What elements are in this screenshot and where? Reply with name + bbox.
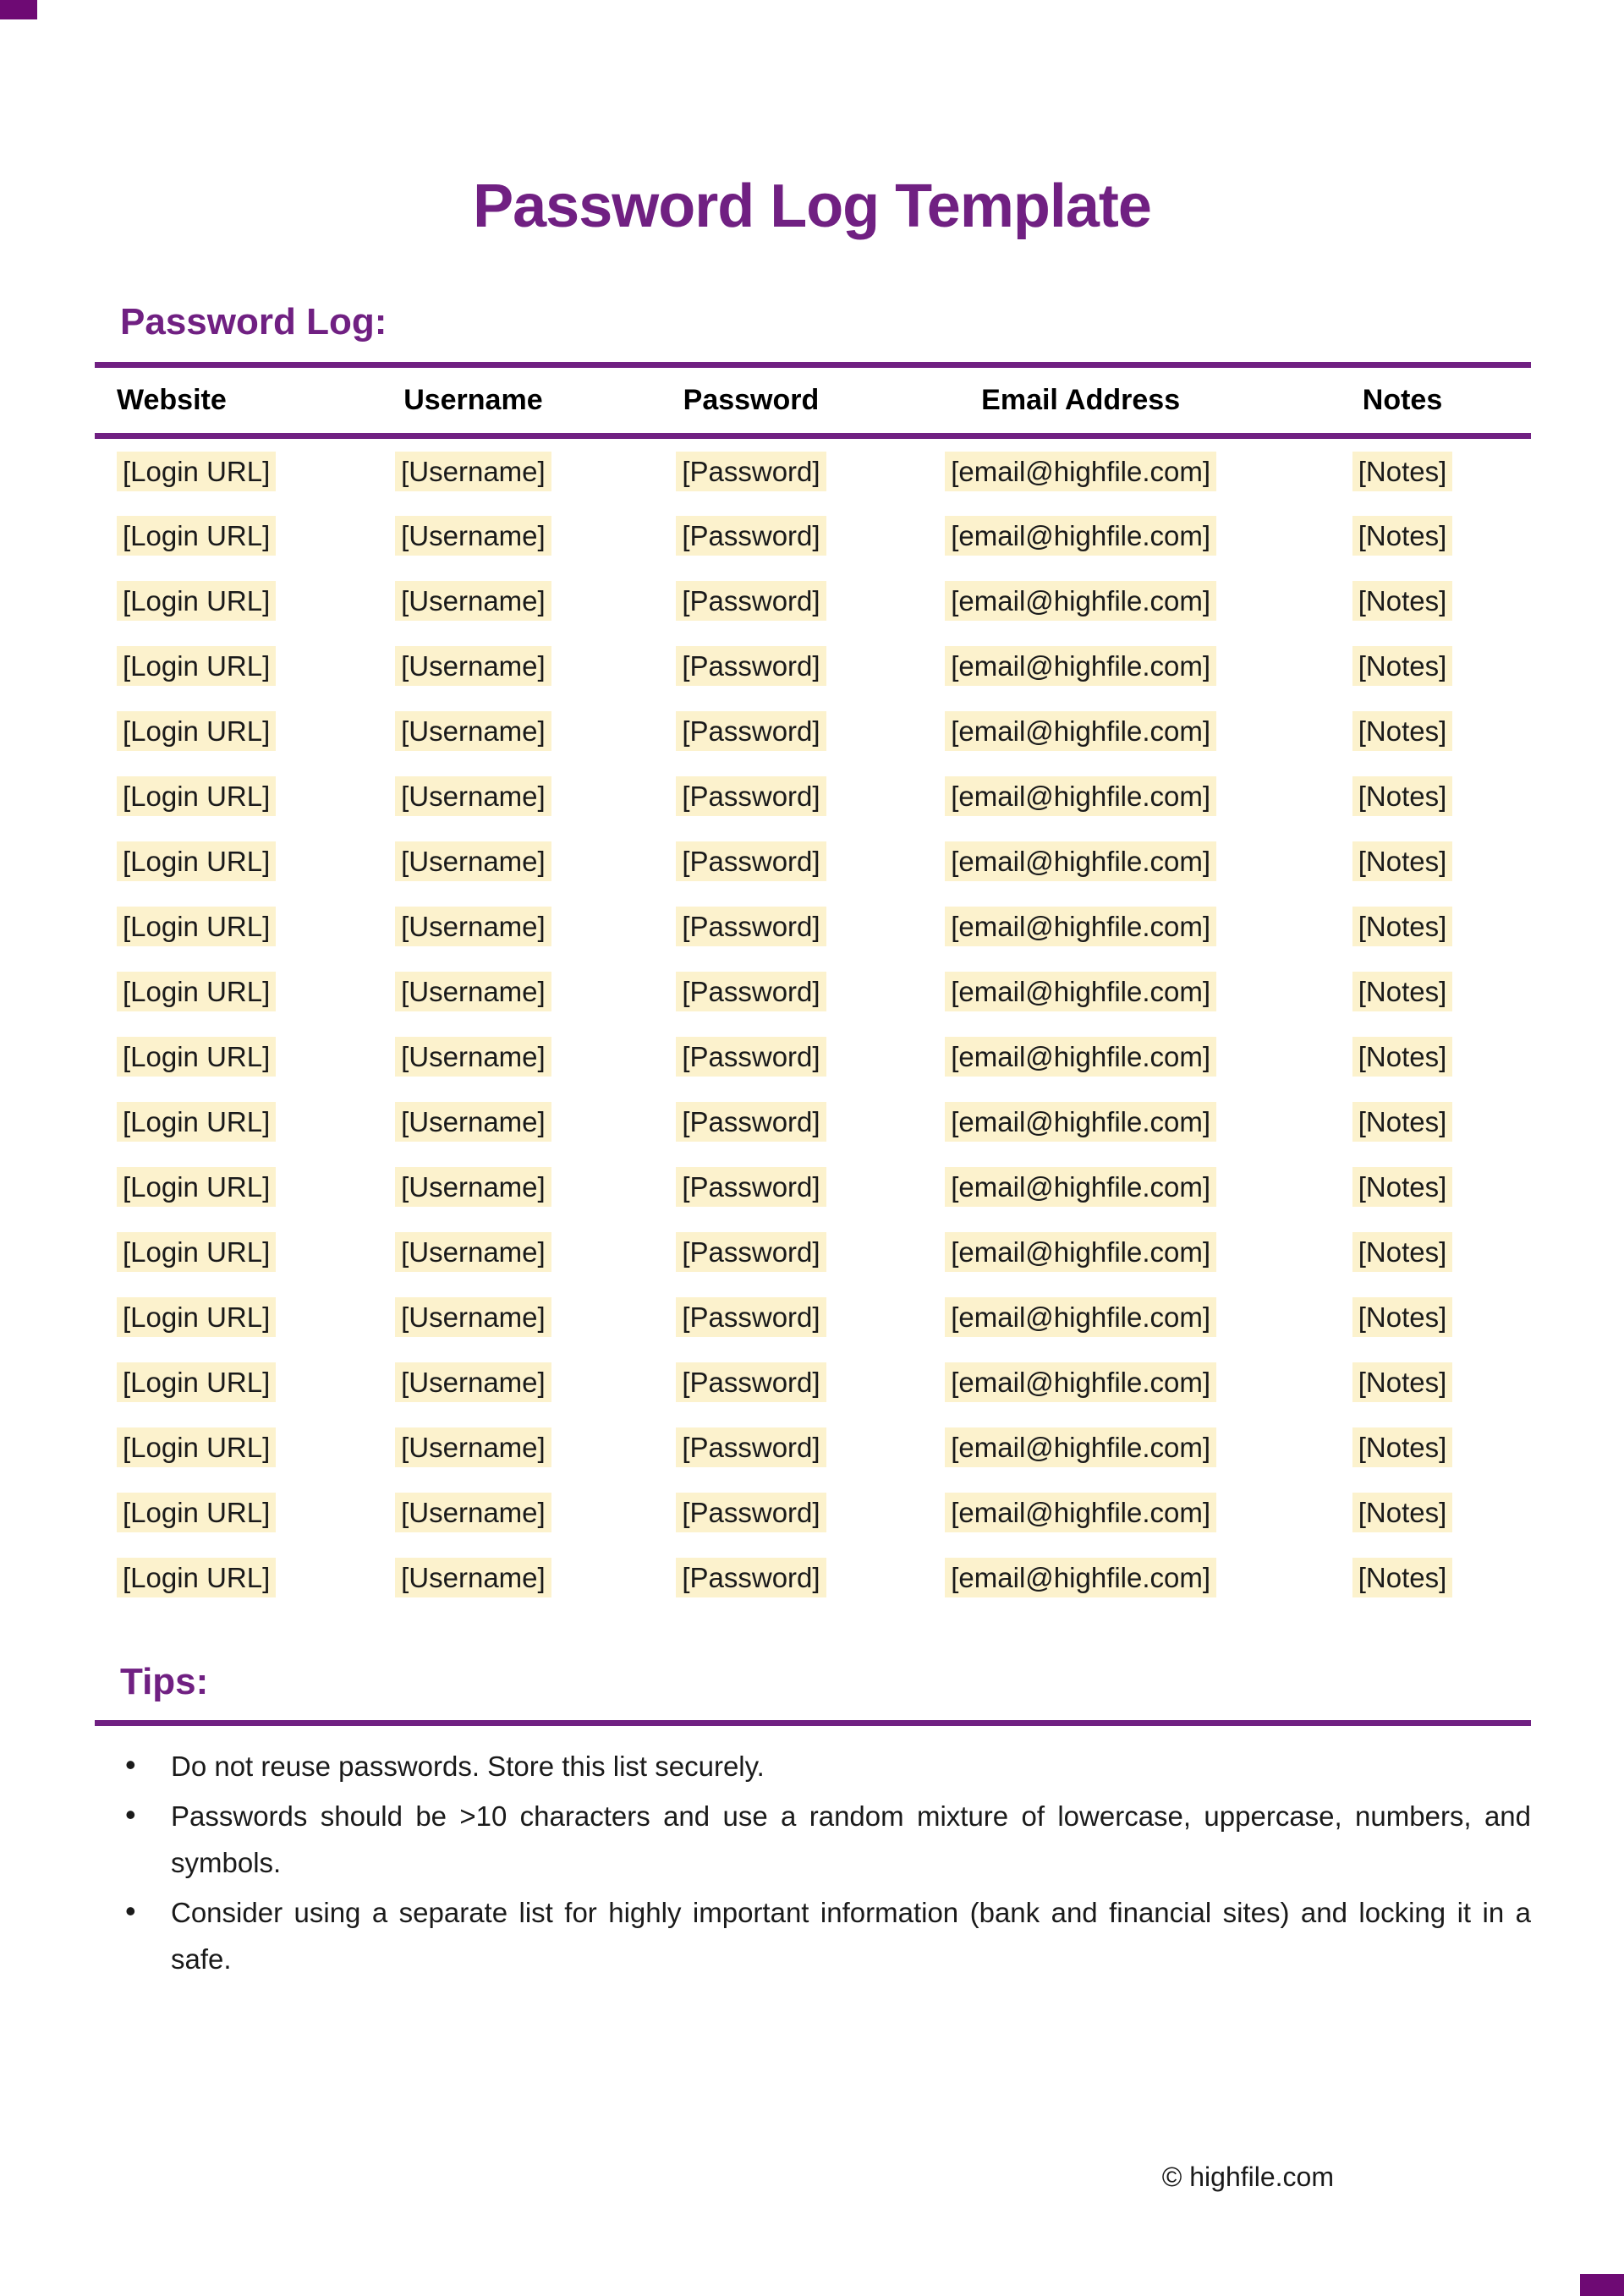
- table-cell: [615, 1022, 888, 1088]
- placeholder-highlight: [Username]: [395, 1232, 551, 1272]
- placeholder-highlight: [Notes]: [1352, 516, 1453, 556]
- placeholder-highlight: [Login URL]: [117, 776, 276, 816]
- placeholder-highlight: [email@highfile.com]: [945, 1493, 1216, 1532]
- table-cell: [332, 1218, 615, 1283]
- table-cell: [332, 1153, 615, 1218]
- table-cell: [615, 957, 888, 1022]
- placeholder-highlight: [Notes]: [1352, 776, 1453, 816]
- placeholder-highlight: [Password]: [676, 1362, 826, 1402]
- placeholder-highlight: [Username]: [395, 1493, 551, 1532]
- placeholder-highlight: [Login URL]: [117, 581, 276, 621]
- placeholder-highlight: [Notes]: [1352, 1037, 1453, 1077]
- table-row: [95, 632, 1531, 697]
- table-cell: [887, 1022, 1274, 1088]
- table-cell: [887, 1283, 1274, 1348]
- table-row: [95, 1153, 1531, 1218]
- placeholder-highlight: [Notes]: [1352, 907, 1453, 946]
- page-title: Password Log Template: [473, 173, 1151, 240]
- placeholder-highlight: [Login URL]: [117, 1232, 276, 1272]
- table-row: [95, 1088, 1531, 1153]
- table-cell: [887, 1413, 1274, 1478]
- table-cell: [95, 1543, 332, 1608]
- table-cell: [887, 501, 1274, 567]
- placeholder-highlight: [Username]: [395, 1102, 551, 1142]
- placeholder-highlight: [Password]: [676, 776, 826, 816]
- table-cell: [95, 1088, 332, 1153]
- table-cell: [1274, 1218, 1531, 1283]
- table-cell: [615, 1218, 888, 1283]
- table-cell: [95, 892, 332, 957]
- tips-heading: Tips:: [120, 1661, 209, 1702]
- placeholder-highlight: [Password]: [676, 1493, 826, 1532]
- table-cell: [1274, 1413, 1531, 1478]
- placeholder-highlight: [Username]: [395, 646, 551, 686]
- table-cell: [332, 827, 615, 892]
- placeholder-highlight: [Login URL]: [117, 907, 276, 946]
- placeholder-highlight: [Password]: [676, 972, 826, 1011]
- placeholder-highlight: [Notes]: [1352, 646, 1453, 686]
- table-cell: [615, 1283, 888, 1348]
- table-cell: [887, 436, 1274, 501]
- placeholder-highlight: [Login URL]: [117, 1037, 276, 1077]
- placeholder-highlight: [Password]: [676, 711, 826, 751]
- table-cell: [887, 957, 1274, 1022]
- table-cell: [332, 762, 615, 827]
- table-row: [95, 827, 1531, 892]
- table-cell: [332, 1348, 615, 1413]
- placeholder-highlight: [Password]: [676, 1037, 826, 1077]
- table-cell: [332, 436, 615, 501]
- placeholder-highlight: [email@highfile.com]: [945, 1167, 1216, 1207]
- table-cell: [615, 892, 888, 957]
- placeholder-highlight: [Username]: [395, 711, 551, 751]
- column-header-email-address: Email Address: [981, 384, 1181, 416]
- placeholder-highlight: [Password]: [676, 646, 826, 686]
- placeholder-highlight: [Notes]: [1352, 1297, 1453, 1337]
- placeholder-highlight: [Password]: [676, 1167, 826, 1207]
- table-cell: [332, 957, 615, 1022]
- tip-text: Do not reuse passwords. Store this list securely.: [171, 1751, 765, 1782]
- table-cell: [95, 632, 332, 697]
- placeholder-highlight: [Login URL]: [117, 646, 276, 686]
- placeholder-highlight: [Login URL]: [117, 516, 276, 556]
- placeholder-highlight: [email@highfile.com]: [945, 972, 1216, 1011]
- table-cell: [887, 1543, 1274, 1608]
- column-header-notes: Notes: [1362, 384, 1443, 416]
- placeholder-highlight: [Password]: [676, 452, 826, 491]
- table-row: [95, 892, 1531, 957]
- top-left-corner-decoration: [0, 0, 37, 19]
- table-cell: [95, 1283, 332, 1348]
- table-cell: [615, 697, 888, 762]
- tip-text: Passwords should be >10 characters and use a random mixture of lowercase, uppercase, numbers, and symbols.: [171, 1800, 1531, 1878]
- placeholder-highlight: [Username]: [395, 452, 551, 491]
- table-cell: [615, 827, 888, 892]
- table-cell: [887, 697, 1274, 762]
- table-cell: [95, 957, 332, 1022]
- placeholder-highlight: [email@highfile.com]: [945, 1297, 1216, 1337]
- table-cell: [1274, 1153, 1531, 1218]
- placeholder-highlight: [email@highfile.com]: [945, 646, 1216, 686]
- placeholder-highlight: [Username]: [395, 1427, 551, 1467]
- placeholder-highlight: [Login URL]: [117, 711, 276, 751]
- placeholder-highlight: [Username]: [395, 1558, 551, 1597]
- table-cell: [1274, 632, 1531, 697]
- table-cell: [95, 697, 332, 762]
- placeholder-highlight: [Notes]: [1352, 841, 1453, 881]
- table-cell: [95, 1478, 332, 1543]
- table-cell: [615, 1543, 888, 1608]
- placeholder-highlight: [email@highfile.com]: [945, 1232, 1216, 1272]
- table-cell: [887, 1478, 1274, 1543]
- table-cell: [95, 1022, 332, 1088]
- tip-item: [95, 1793, 1531, 1886]
- column-header-password: Password: [683, 384, 820, 416]
- placeholder-highlight: [Notes]: [1352, 1362, 1453, 1402]
- placeholder-highlight: [email@highfile.com]: [945, 452, 1216, 491]
- placeholder-highlight: [Username]: [395, 581, 551, 621]
- placeholder-highlight: [email@highfile.com]: [945, 1427, 1216, 1467]
- placeholder-highlight: [Username]: [395, 1297, 551, 1337]
- placeholder-highlight: [Login URL]: [117, 1558, 276, 1597]
- table-row: [95, 436, 1531, 501]
- table-row: [95, 1543, 1531, 1608]
- table-row: [95, 1022, 1531, 1088]
- placeholder-highlight: [email@highfile.com]: [945, 1362, 1216, 1402]
- table-cell: [332, 1413, 615, 1478]
- bullet-icon: •: [125, 1893, 136, 1928]
- table-cell: [615, 1348, 888, 1413]
- placeholder-highlight: [email@highfile.com]: [945, 1102, 1216, 1142]
- table-cell: [95, 762, 332, 827]
- table-cell: [332, 1022, 615, 1088]
- table-cell: [1274, 892, 1531, 957]
- table-cell: [887, 1218, 1274, 1283]
- placeholder-highlight: [email@highfile.com]: [945, 776, 1216, 816]
- table-cell: [887, 567, 1274, 632]
- table-cell: [95, 1348, 332, 1413]
- table-cell: [615, 762, 888, 827]
- table-cell: [1274, 1283, 1531, 1348]
- tips-list: [95, 1743, 1531, 1986]
- placeholder-highlight: [Notes]: [1352, 452, 1453, 491]
- table-cell: [332, 501, 615, 567]
- table-cell: [1274, 501, 1531, 567]
- placeholder-highlight: [Username]: [395, 516, 551, 556]
- bottom-right-corner-decoration: [1580, 2274, 1624, 2296]
- password-table: [95, 362, 1531, 1608]
- placeholder-highlight: [Notes]: [1352, 1558, 1453, 1597]
- placeholder-highlight: [Username]: [395, 1362, 551, 1402]
- table-cell: [615, 1088, 888, 1153]
- table-cell: [332, 632, 615, 697]
- bullet-icon: •: [125, 1797, 136, 1832]
- table-cell: [1274, 1022, 1531, 1088]
- table-cell: [95, 501, 332, 567]
- placeholder-highlight: [Username]: [395, 776, 551, 816]
- placeholder-highlight: [Notes]: [1352, 1493, 1453, 1532]
- tip-item: [95, 1743, 1531, 1789]
- table-cell: [615, 501, 888, 567]
- table-row: [95, 1218, 1531, 1283]
- placeholder-highlight: [Password]: [676, 907, 826, 946]
- table-row: [95, 1478, 1531, 1543]
- placeholder-highlight: [Password]: [676, 1102, 826, 1142]
- placeholder-highlight: [Password]: [676, 581, 826, 621]
- placeholder-highlight: [Password]: [676, 1558, 826, 1597]
- placeholder-highlight: [Login URL]: [117, 1493, 276, 1532]
- table-cell: [332, 892, 615, 957]
- table-cell: [332, 1283, 615, 1348]
- placeholder-highlight: [Notes]: [1352, 1167, 1453, 1207]
- table-cell: [1274, 1543, 1531, 1608]
- table-cell: [1274, 567, 1531, 632]
- placeholder-highlight: [email@highfile.com]: [945, 711, 1216, 751]
- placeholder-highlight: [Username]: [395, 972, 551, 1011]
- table-cell: [615, 436, 888, 501]
- table-cell: [887, 632, 1274, 697]
- table-cell: [1274, 436, 1531, 501]
- password-table-header-row: [95, 365, 1531, 436]
- placeholder-highlight: [Login URL]: [117, 1427, 276, 1467]
- placeholder-highlight: [email@highfile.com]: [945, 1037, 1216, 1077]
- table-cell: [615, 1413, 888, 1478]
- password-table-body: [95, 436, 1531, 1608]
- table-cell: [887, 1088, 1274, 1153]
- table-cell: [1274, 762, 1531, 827]
- placeholder-highlight: [Username]: [395, 841, 551, 881]
- placeholder-highlight: [Notes]: [1352, 1232, 1453, 1272]
- placeholder-highlight: [Username]: [395, 907, 551, 946]
- placeholder-highlight: [Notes]: [1352, 972, 1453, 1011]
- password-log-heading: Password Log:: [120, 301, 387, 342]
- placeholder-highlight: [Login URL]: [117, 452, 276, 491]
- placeholder-highlight: [email@highfile.com]: [945, 581, 1216, 621]
- table-cell: [887, 827, 1274, 892]
- table-cell: [1274, 1478, 1531, 1543]
- placeholder-highlight: [Password]: [676, 841, 826, 881]
- placeholder-highlight: [Notes]: [1352, 1102, 1453, 1142]
- tip-text: Consider using a separate list for highly important information (bank and financial sites) and locking it in a safe.: [171, 1897, 1531, 1975]
- table-cell: [95, 1218, 332, 1283]
- tip-item: [95, 1889, 1531, 1982]
- table-cell: [332, 697, 615, 762]
- placeholder-highlight: [Login URL]: [117, 1102, 276, 1142]
- table-cell: [1274, 1348, 1531, 1413]
- placeholder-highlight: [Password]: [676, 516, 826, 556]
- placeholder-highlight: [email@highfile.com]: [945, 841, 1216, 881]
- placeholder-highlight: [Password]: [676, 1297, 826, 1337]
- table-row: [95, 1348, 1531, 1413]
- placeholder-highlight: [Password]: [676, 1232, 826, 1272]
- table-cell: [1274, 827, 1531, 892]
- placeholder-highlight: [email@highfile.com]: [945, 907, 1216, 946]
- table-cell: [615, 632, 888, 697]
- table-cell: [1274, 1088, 1531, 1153]
- table-cell: [887, 762, 1274, 827]
- table-cell: [332, 567, 615, 632]
- placeholder-highlight: [Notes]: [1352, 1427, 1453, 1467]
- placeholder-highlight: [email@highfile.com]: [945, 516, 1216, 556]
- table-cell: [615, 1478, 888, 1543]
- table-cell: [887, 1153, 1274, 1218]
- table-cell: [95, 567, 332, 632]
- table-row: [95, 1283, 1531, 1348]
- bullet-icon: •: [125, 1747, 136, 1782]
- table-cell: [887, 892, 1274, 957]
- placeholder-highlight: [Notes]: [1352, 711, 1453, 751]
- tips-divider-rule: [95, 1720, 1531, 1726]
- placeholder-highlight: [Login URL]: [117, 972, 276, 1011]
- placeholder-highlight: [Username]: [395, 1037, 551, 1077]
- placeholder-highlight: [email@highfile.com]: [945, 1558, 1216, 1597]
- placeholder-highlight: [Login URL]: [117, 1167, 276, 1207]
- placeholder-highlight: [Notes]: [1352, 581, 1453, 621]
- table-cell: [615, 567, 888, 632]
- table-cell: [1274, 697, 1531, 762]
- table-cell: [887, 1348, 1274, 1413]
- table-cell: [332, 1543, 615, 1608]
- placeholder-highlight: [Login URL]: [117, 841, 276, 881]
- table-cell: [95, 1153, 332, 1218]
- table-row: [95, 1413, 1531, 1478]
- placeholder-highlight: [Login URL]: [117, 1297, 276, 1337]
- table-cell: [332, 1478, 615, 1543]
- table-cell: [332, 1088, 615, 1153]
- table-cell: [95, 1413, 332, 1478]
- table-row: [95, 501, 1531, 567]
- placeholder-highlight: [Login URL]: [117, 1362, 276, 1402]
- table-cell: [95, 436, 332, 501]
- column-header-username: Username: [403, 384, 543, 416]
- footer-credit: © highfile.com: [1161, 2162, 1334, 2192]
- table-cell: [95, 827, 332, 892]
- column-header-website: Website: [117, 384, 227, 416]
- table-row: [95, 697, 1531, 762]
- table-row: [95, 567, 1531, 632]
- table-cell: [1274, 957, 1531, 1022]
- placeholder-highlight: [Password]: [676, 1427, 826, 1467]
- table-cell: [615, 1153, 888, 1218]
- placeholder-highlight: [Username]: [395, 1167, 551, 1207]
- table-row: [95, 762, 1531, 827]
- table-row: [95, 957, 1531, 1022]
